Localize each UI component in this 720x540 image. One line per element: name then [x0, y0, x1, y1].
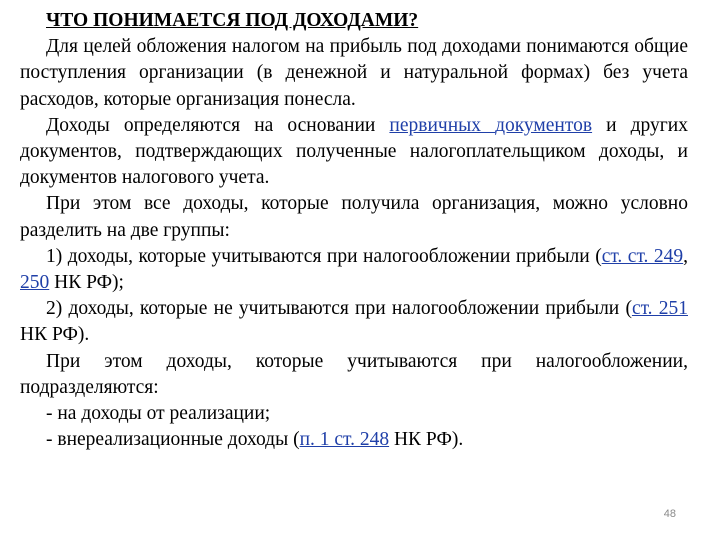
list-item-nonoperating-income — [20, 427, 688, 453]
list-item-text: 2) доходы, которые не учитываются при налогообложении прибыли ( — [46, 298, 632, 320]
list-item-text: НК РФ). — [389, 429, 464, 451]
list-item-text: НК РФ). — [20, 324, 90, 346]
link-primary[interactable]: первичных — [389, 114, 481, 136]
link-space[interactable] — [481, 115, 495, 136]
slide-content — [20, 8, 688, 453]
paragraph-text: Доходы определяются на основании — [46, 114, 390, 136]
list-item-sales-income: - на доходы от реализации; — [46, 403, 271, 425]
paragraph-subdivision: При этом доходы, которые учитываются при налогообложении, подразделяются: — [20, 350, 688, 398]
paragraph-income-groups: При этом все доходы, которые получила организация, можно условно разделить на две группы: — [20, 193, 688, 241]
link-documents[interactable]: документов — [495, 114, 593, 136]
paragraph-text: и других документов, подтверждающих полученные налогоплательщиком доходы, и документов налогового учета. — [20, 114, 688, 189]
link-article-250[interactable]: 250 — [20, 272, 50, 294]
paragraph-income-documents — [20, 113, 688, 192]
list-item-text: НК РФ); — [49, 272, 124, 294]
list-item-nontaxable-income — [20, 296, 688, 348]
list-item-text: - внереализационные доходы ( — [46, 429, 300, 451]
list-item-separator: , — [683, 245, 688, 267]
slide-title: ЧТО ПОНИМАЕТСЯ ПОД ДОХОДАМИ? — [46, 10, 419, 31]
list-item-text: 1) доходы, которые учитываются при налогообложении прибыли ( — [46, 245, 602, 267]
link-article-251[interactable]: ст. 251 — [631, 298, 688, 320]
link-article-248[interactable]: п. 1 ст. 248 — [299, 429, 390, 451]
list-item-taxable-income — [20, 244, 688, 296]
page-number: 48 — [663, 508, 676, 520]
paragraph-income-definition: Для целей обложения налогом на прибыль под доходами понимаются общие поступления организации (в денежной и натуральной формах) без учета расходов, которые организация понесла. — [20, 36, 688, 110]
link-articles-249[interactable]: ст. ст. 249 — [601, 245, 684, 267]
